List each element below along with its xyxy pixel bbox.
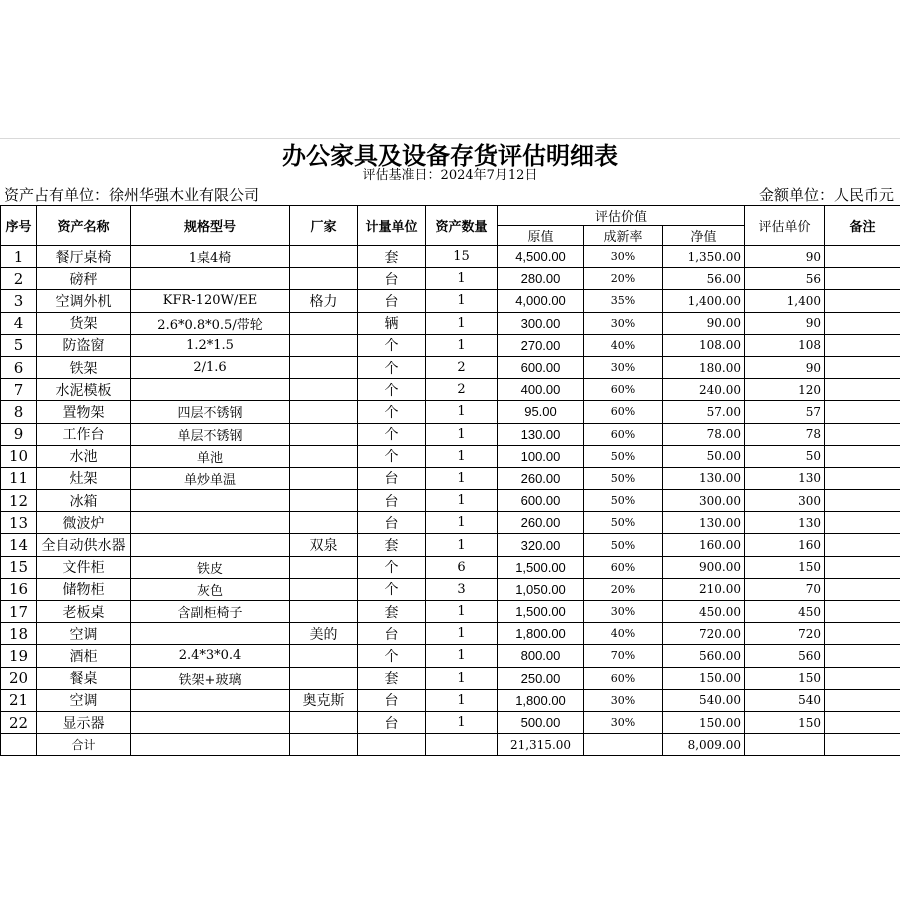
cell-net: 108.00 [663, 334, 745, 356]
cell-net: 210.00 [663, 578, 745, 600]
cell-index: 11 [1, 467, 37, 489]
inventory-table [0, 205, 900, 756]
cell-qty: 1 [426, 268, 498, 290]
cell-qty: 2 [426, 356, 498, 378]
cell-name: 冰箱 [37, 490, 131, 512]
cell-qty: 1 [426, 290, 498, 312]
cell-rate: 30% [584, 689, 663, 711]
cell-original: 260.00 [498, 467, 584, 489]
cell-name: 空调 [37, 689, 131, 711]
cell-index: 3 [1, 290, 37, 312]
cell-original: 800.00 [498, 645, 584, 667]
cell-rate: 50% [584, 467, 663, 489]
cell-unit-price: 540 [745, 689, 825, 711]
cell-net: 900.00 [663, 556, 745, 578]
cell-index: 18 [1, 623, 37, 645]
cell-rate: 30% [584, 601, 663, 623]
cell-spec: 含副柜椅子 [131, 601, 290, 623]
cell-name: 水池 [37, 445, 131, 467]
cell-note [825, 467, 900, 489]
cell-name: 货架 [37, 312, 131, 334]
cell-spec [131, 490, 290, 512]
cell-note [825, 423, 900, 445]
cell-manufacturer [290, 401, 358, 423]
cell-index: 14 [1, 534, 37, 556]
header-rate: 成新率 [584, 226, 663, 246]
cell-unit: 套 [358, 667, 426, 689]
cell-net: 1,400.00 [663, 290, 745, 312]
cell-rate: 40% [584, 623, 663, 645]
cell-manufacturer [290, 312, 358, 334]
cell-manufacturer: 格力 [290, 290, 358, 312]
cell-name: 铁架 [37, 356, 131, 378]
cell-unit: 套 [358, 601, 426, 623]
cell-note [825, 578, 900, 600]
cell-name: 灶架 [37, 467, 131, 489]
cell-rate: 50% [584, 445, 663, 467]
cell-rate: 50% [584, 512, 663, 534]
cell-rate: 60% [584, 423, 663, 445]
table-row [1, 246, 900, 268]
table-row [1, 312, 900, 334]
cell-unit-price: 70 [745, 578, 825, 600]
cell-net: 150.00 [663, 667, 745, 689]
cell-spec: 灰色 [131, 578, 290, 600]
cell-index: 17 [1, 601, 37, 623]
cell-original: 1,500.00 [498, 601, 584, 623]
cell-unit-price: 150 [745, 711, 825, 733]
cell-spec [131, 711, 290, 733]
cell-note [825, 601, 900, 623]
table-row [1, 667, 900, 689]
cell-unit-price: 160 [745, 534, 825, 556]
cell-qty: 1 [426, 689, 498, 711]
cell-unit-price: 90 [745, 312, 825, 334]
cell-unit: 个 [358, 645, 426, 667]
table-row [1, 268, 900, 290]
cell-name: 储物柜 [37, 578, 131, 600]
cell-manufacturer [290, 379, 358, 401]
cell-net: 56.00 [663, 268, 745, 290]
cell-unit: 台 [358, 689, 426, 711]
cell-qty: 1 [426, 667, 498, 689]
cell-manufacturer [290, 467, 358, 489]
cell-net: 50.00 [663, 445, 745, 467]
cell-name: 显示器 [37, 711, 131, 733]
cell-index: 4 [1, 312, 37, 334]
total-spec [131, 734, 290, 756]
cell-net: 150.00 [663, 711, 745, 733]
cell-name: 餐桌 [37, 667, 131, 689]
cell-net: 57.00 [663, 401, 745, 423]
cell-original: 1,050.00 [498, 578, 584, 600]
cell-net: 78.00 [663, 423, 745, 445]
currency-unit: 金额单位：人民币元 [758, 186, 894, 204]
cell-index: 16 [1, 578, 37, 600]
cell-original: 4,000.00 [498, 290, 584, 312]
cell-net: 160.00 [663, 534, 745, 556]
cell-manufacturer [290, 246, 358, 268]
table-row [1, 423, 900, 445]
cell-spec [131, 534, 290, 556]
cell-original: 95.00 [498, 401, 584, 423]
total-rate [584, 734, 663, 756]
cell-name: 文件柜 [37, 556, 131, 578]
cell-index: 5 [1, 334, 37, 356]
cell-manufacturer [290, 556, 358, 578]
cell-original: 500.00 [498, 711, 584, 733]
cell-index: 13 [1, 512, 37, 534]
cell-note [825, 689, 900, 711]
cell-rate: 60% [584, 379, 663, 401]
cell-note [825, 623, 900, 645]
total-note [825, 734, 900, 756]
cell-rate: 20% [584, 268, 663, 290]
table-row [1, 711, 900, 733]
table-row [1, 467, 900, 489]
cell-qty: 1 [426, 445, 498, 467]
cell-manufacturer [290, 334, 358, 356]
cell-unit-price: 300 [745, 490, 825, 512]
cell-unit: 台 [358, 711, 426, 733]
cell-name: 置物架 [37, 401, 131, 423]
total-index [1, 734, 37, 756]
header-unit-price: 评估单价 [745, 206, 825, 246]
header-unit: 计量单位 [358, 206, 426, 246]
cell-note [825, 246, 900, 268]
total-row [1, 734, 900, 756]
cell-rate: 50% [584, 534, 663, 556]
cell-net: 720.00 [663, 623, 745, 645]
cell-qty: 15 [426, 246, 498, 268]
cell-index: 20 [1, 667, 37, 689]
cell-unit-price: 150 [745, 667, 825, 689]
cell-name: 水泥模板 [37, 379, 131, 401]
cell-net: 1,350.00 [663, 246, 745, 268]
table-row [1, 379, 900, 401]
cell-manufacturer [290, 578, 358, 600]
cell-unit: 台 [358, 467, 426, 489]
cell-index: 22 [1, 711, 37, 733]
cell-original: 1,800.00 [498, 623, 584, 645]
cell-spec [131, 623, 290, 645]
cell-net: 450.00 [663, 601, 745, 623]
header-note: 备注 [825, 206, 900, 246]
header-original: 原值 [498, 226, 584, 246]
cell-unit-price: 1,400 [745, 290, 825, 312]
cell-index: 1 [1, 246, 37, 268]
header-net: 净值 [663, 226, 745, 246]
cell-qty: 2 [426, 379, 498, 401]
cell-unit-price: 130 [745, 512, 825, 534]
cell-net: 300.00 [663, 490, 745, 512]
cell-name: 防盗窗 [37, 334, 131, 356]
cell-rate: 50% [584, 490, 663, 512]
cell-net: 90.00 [663, 312, 745, 334]
cell-unit: 台 [358, 290, 426, 312]
cell-spec: 1.2*1.5 [131, 334, 290, 356]
cell-original: 1,800.00 [498, 689, 584, 711]
table-row [1, 334, 900, 356]
cell-qty: 1 [426, 490, 498, 512]
cell-rate: 20% [584, 578, 663, 600]
table-row [1, 601, 900, 623]
cell-index: 10 [1, 445, 37, 467]
header-manufacturer: 厂家 [290, 206, 358, 246]
cell-unit: 个 [358, 401, 426, 423]
table-row [1, 290, 900, 312]
total-qty [426, 734, 498, 756]
cell-index: 12 [1, 490, 37, 512]
cell-original: 600.00 [498, 490, 584, 512]
cell-qty: 1 [426, 312, 498, 334]
header-qty: 资产数量 [426, 206, 498, 246]
table-row [1, 645, 900, 667]
cell-unit-price: 57 [745, 401, 825, 423]
cell-name: 餐厅桌椅 [37, 246, 131, 268]
table-row [1, 401, 900, 423]
cell-spec: 1桌4椅 [131, 246, 290, 268]
cell-qty: 1 [426, 711, 498, 733]
cell-note [825, 645, 900, 667]
cell-unit-price: 50 [745, 445, 825, 467]
total-unit [358, 734, 426, 756]
table-row [1, 534, 900, 556]
cell-qty: 1 [426, 334, 498, 356]
table-row [1, 445, 900, 467]
cell-rate: 40% [584, 334, 663, 356]
cell-spec: 铁架+玻璃 [131, 667, 290, 689]
cell-net: 560.00 [663, 645, 745, 667]
cell-original: 260.00 [498, 512, 584, 534]
cell-index: 19 [1, 645, 37, 667]
cell-qty: 1 [426, 423, 498, 445]
table-row [1, 490, 900, 512]
cell-original: 600.00 [498, 356, 584, 378]
header-name: 资产名称 [37, 206, 131, 246]
cell-unit: 个 [358, 556, 426, 578]
cell-note [825, 334, 900, 356]
cell-name: 全自动供水器 [37, 534, 131, 556]
table-row [1, 512, 900, 534]
cell-index: 15 [1, 556, 37, 578]
cell-qty: 1 [426, 467, 498, 489]
cell-spec: KFR-120W/EE [131, 290, 290, 312]
cell-net: 180.00 [663, 356, 745, 378]
cell-manufacturer: 双泉 [290, 534, 358, 556]
cell-spec: 铁皮 [131, 556, 290, 578]
header-row-1 [1, 206, 900, 226]
cell-original: 130.00 [498, 423, 584, 445]
owner-unit: 资产占有单位：徐州华强木业有限公司 [4, 186, 260, 204]
cell-manufacturer [290, 601, 358, 623]
total-original: 21,315.00 [498, 734, 584, 756]
cell-index: 9 [1, 423, 37, 445]
cell-rate: 30% [584, 246, 663, 268]
table-row [1, 689, 900, 711]
cell-spec: 单炒单温 [131, 467, 290, 489]
cell-rate: 30% [584, 711, 663, 733]
cell-unit-price: 120 [745, 379, 825, 401]
cell-name: 老板桌 [37, 601, 131, 623]
cell-original: 280.00 [498, 268, 584, 290]
cell-original: 1,500.00 [498, 556, 584, 578]
cell-unit-price: 56 [745, 268, 825, 290]
cell-note [825, 711, 900, 733]
cell-name: 磅秤 [37, 268, 131, 290]
cell-unit: 个 [358, 423, 426, 445]
cell-index: 6 [1, 356, 37, 378]
cell-unit: 套 [358, 246, 426, 268]
cell-spec [131, 689, 290, 711]
cell-unit-price: 90 [745, 246, 825, 268]
cell-spec [131, 379, 290, 401]
cell-spec: 四层不锈钢 [131, 401, 290, 423]
cell-net: 240.00 [663, 379, 745, 401]
cell-manufacturer [290, 445, 358, 467]
cell-manufacturer [290, 645, 358, 667]
cell-spec [131, 512, 290, 534]
cell-unit-price: 560 [745, 645, 825, 667]
cell-note [825, 401, 900, 423]
cell-net: 540.00 [663, 689, 745, 711]
cell-qty: 1 [426, 534, 498, 556]
cell-index: 7 [1, 379, 37, 401]
cell-note [825, 356, 900, 378]
cell-rate: 60% [584, 667, 663, 689]
cell-manufacturer [290, 423, 358, 445]
cell-qty: 1 [426, 512, 498, 534]
cell-original: 100.00 [498, 445, 584, 467]
cell-unit: 套 [358, 534, 426, 556]
cell-original: 300.00 [498, 312, 584, 334]
cell-name: 空调 [37, 623, 131, 645]
cell-note [825, 290, 900, 312]
cell-name: 工作台 [37, 423, 131, 445]
cell-original: 400.00 [498, 379, 584, 401]
cell-spec: 单层不锈钢 [131, 423, 290, 445]
cell-manufacturer: 奥克斯 [290, 689, 358, 711]
cell-rate: 70% [584, 645, 663, 667]
table-row [1, 556, 900, 578]
cell-name: 酒柜 [37, 645, 131, 667]
header-index: 序号 [1, 206, 37, 246]
cell-unit: 个 [358, 379, 426, 401]
cell-rate: 30% [584, 312, 663, 334]
cell-unit: 台 [358, 490, 426, 512]
cell-rate: 60% [584, 556, 663, 578]
cell-manufacturer [290, 711, 358, 733]
table-row [1, 356, 900, 378]
cell-spec: 2/1.6 [131, 356, 290, 378]
cell-note [825, 490, 900, 512]
cell-note [825, 312, 900, 334]
header-valuation: 评估价值 [498, 206, 745, 226]
page-title: 办公家具及设备存货评估明细表 [282, 141, 618, 170]
cell-name: 空调外机 [37, 290, 131, 312]
cell-spec [131, 268, 290, 290]
header-spec: 规格型号 [131, 206, 290, 246]
cell-qty: 1 [426, 645, 498, 667]
cell-manufacturer [290, 268, 358, 290]
cell-unit-price: 720 [745, 623, 825, 645]
total-unit-price [745, 734, 825, 756]
cell-unit: 辆 [358, 312, 426, 334]
cell-original: 320.00 [498, 534, 584, 556]
base-date: 评估基准日：2024年7月12日 [362, 168, 538, 183]
cell-rate: 60% [584, 401, 663, 423]
cell-unit-price: 130 [745, 467, 825, 489]
cell-index: 21 [1, 689, 37, 711]
cell-unit: 台 [358, 623, 426, 645]
cell-manufacturer [290, 356, 358, 378]
cell-qty: 3 [426, 578, 498, 600]
cell-unit: 个 [358, 578, 426, 600]
cell-qty: 1 [426, 601, 498, 623]
cell-note [825, 268, 900, 290]
cell-unit: 个 [358, 445, 426, 467]
cell-manufacturer [290, 667, 358, 689]
cell-unit-price: 450 [745, 601, 825, 623]
cell-qty: 1 [426, 401, 498, 423]
cell-original: 270.00 [498, 334, 584, 356]
cell-rate: 30% [584, 356, 663, 378]
cell-manufacturer [290, 512, 358, 534]
cell-unit: 个 [358, 334, 426, 356]
table-row [1, 578, 900, 600]
cell-spec: 单池 [131, 445, 290, 467]
cell-unit: 个 [358, 356, 426, 378]
cell-note [825, 512, 900, 534]
cell-note [825, 667, 900, 689]
cell-net: 130.00 [663, 512, 745, 534]
table-row [1, 623, 900, 645]
cell-unit-price: 150 [745, 556, 825, 578]
total-manufacturer [290, 734, 358, 756]
total-net: 8,009.00 [663, 734, 745, 756]
cell-spec: 2.6*0.8*0.5/带轮 [131, 312, 290, 334]
cell-qty: 6 [426, 556, 498, 578]
cell-original: 250.00 [498, 667, 584, 689]
cell-unit: 台 [358, 268, 426, 290]
cell-note [825, 534, 900, 556]
cell-note [825, 556, 900, 578]
cell-net: 130.00 [663, 467, 745, 489]
cell-index: 2 [1, 268, 37, 290]
cell-unit-price: 108 [745, 334, 825, 356]
total-label: 合计 [37, 734, 131, 756]
cell-rate: 35% [584, 290, 663, 312]
cell-note [825, 445, 900, 467]
cell-note [825, 379, 900, 401]
cell-name: 微波炉 [37, 512, 131, 534]
cell-spec: 2.4*3*0.4 [131, 645, 290, 667]
cell-manufacturer: 美的 [290, 623, 358, 645]
cell-index: 8 [1, 401, 37, 423]
cell-manufacturer [290, 490, 358, 512]
cell-unit-price: 90 [745, 356, 825, 378]
cell-original: 4,500.00 [498, 246, 584, 268]
table-body [1, 246, 900, 734]
cell-qty: 1 [426, 623, 498, 645]
cell-unit-price: 78 [745, 423, 825, 445]
cell-unit: 台 [358, 512, 426, 534]
